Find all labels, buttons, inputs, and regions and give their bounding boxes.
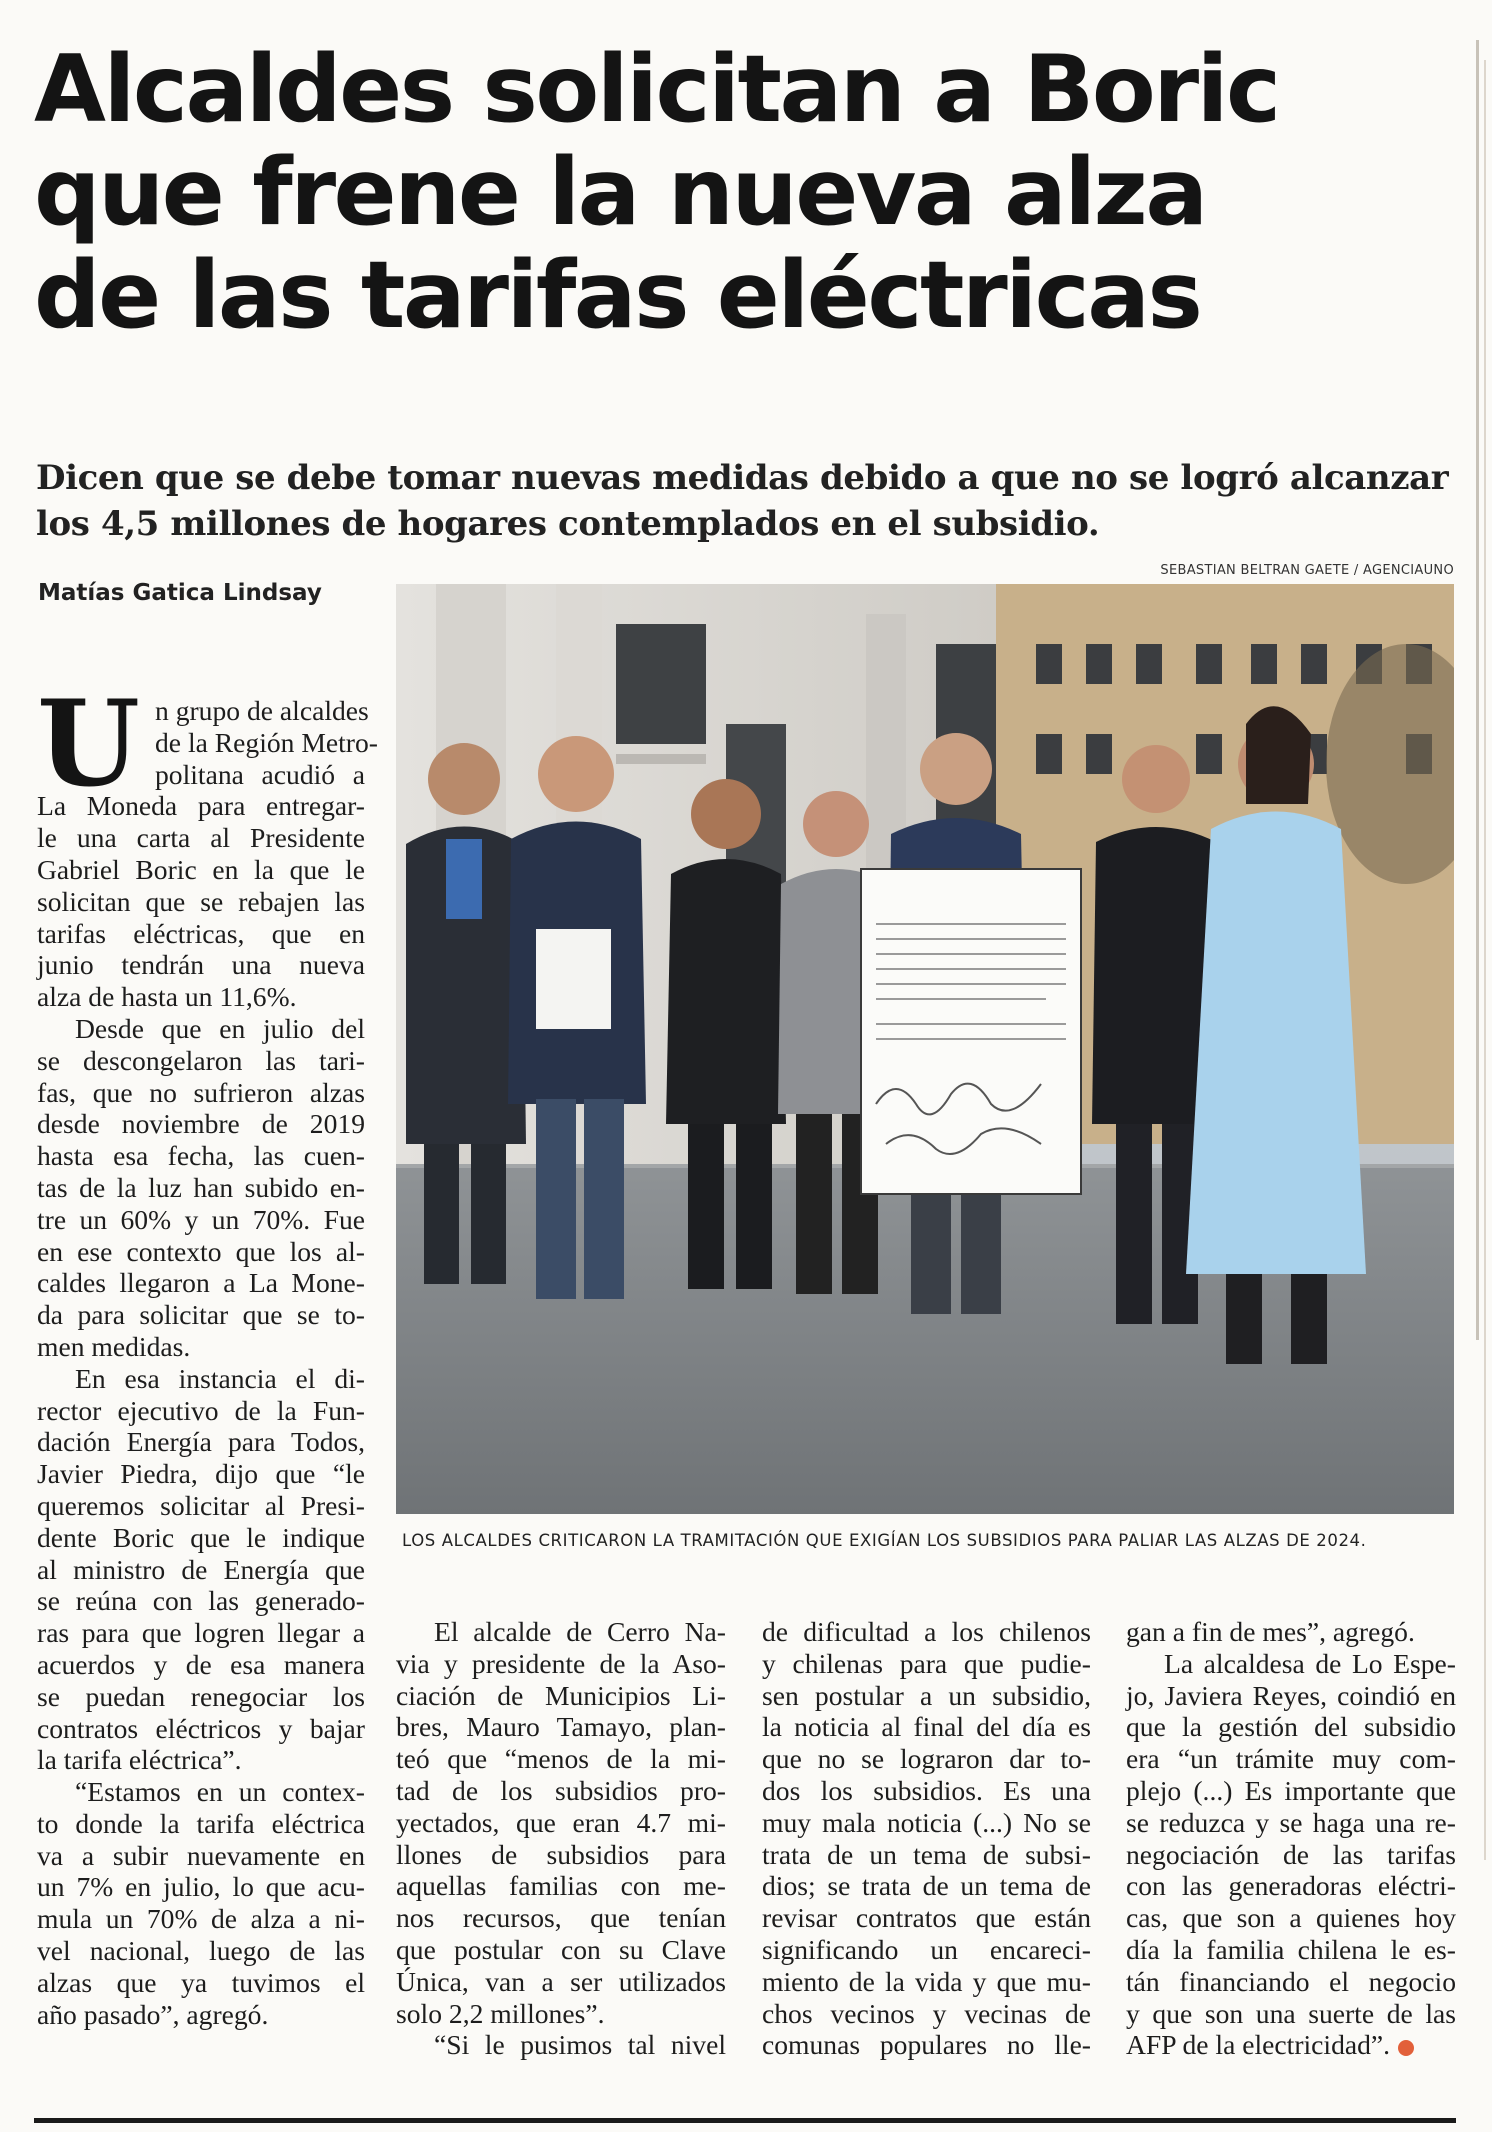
- text-line: año pasado”, agregó.: [37, 1998, 269, 2030]
- text-line: “Estamos en un contex-: [75, 1776, 365, 1808]
- text-line: trata de un tema de subsi-: [762, 1838, 1091, 1870]
- text-line: nos recursos, que tenían: [396, 1902, 726, 1934]
- text-line: se reúna con las generado-: [37, 1585, 365, 1617]
- text-line: desde noviembre de 2019: [37, 1108, 365, 1140]
- text-line: politana acudió a: [155, 758, 365, 790]
- text-line: la tarifa eléctrica”.: [37, 1744, 242, 1776]
- deck-line: los 4,5 millones de hogares contemplados en el subsidio.: [36, 504, 1100, 544]
- text-line: día la familia chilena le es-: [1126, 1933, 1456, 1965]
- text-line: via y presidente de la Aso-: [396, 1647, 726, 1679]
- text-line: tarifas eléctricas, que en: [37, 917, 365, 949]
- text-line: mula un 70% de alza a ni-: [37, 1903, 365, 1935]
- drop-cap: U: [37, 674, 140, 813]
- text-line: y que son una suerte de las: [1126, 1997, 1456, 2029]
- end-of-article-icon: [1398, 2040, 1414, 2056]
- text-line: dente Boric que le indique: [37, 1521, 365, 1553]
- article-column-2: [396, 1616, 726, 2061]
- headline-line: de las tarifas eléctricas: [34, 241, 1201, 349]
- text-line: da para solicitar que se to-: [37, 1299, 365, 1331]
- text-line: solo 2,2 millones”.: [396, 1997, 605, 2029]
- text-line: caldes llegaron a La Mone-: [37, 1267, 365, 1299]
- text-line: se puedan renegociar los: [37, 1680, 365, 1712]
- text-line: era “un trámite muy com-: [1126, 1743, 1456, 1775]
- text-line: comunas populares no lle-: [762, 2029, 1091, 2061]
- article-column-3: [762, 1616, 1091, 2061]
- text-line: en ese contexto que los al-: [37, 1235, 365, 1267]
- text-line: de dificultad a los chilenos: [762, 1616, 1091, 1647]
- text-line: cas, que son a quienes hoy: [1126, 1902, 1456, 1934]
- text-line: junio tendrán una nueva: [37, 949, 365, 981]
- headline-line: que frene la nueva alza: [34, 138, 1206, 246]
- deck-line: Dicen que se debe tomar nuevas medidas debido a que no se logró alcanzar: [36, 458, 1449, 498]
- headline-line: Alcaldes solicitan a Boric: [34, 35, 1279, 143]
- text-line: que la gestión del subsidio: [1126, 1711, 1456, 1743]
- text-line: negociación de las tarifas: [1126, 1838, 1456, 1870]
- text-line: chos vecinos y vecinas de: [762, 1997, 1091, 2029]
- text-line: ciación de Municipios Li-: [396, 1679, 726, 1711]
- news-photo: [396, 584, 1454, 1514]
- text-line: revisar contratos que están: [762, 1902, 1091, 1934]
- text-line: Javier Piedra, dijo que “le: [37, 1458, 365, 1490]
- text-line: Gabriel Boric en la que le: [37, 853, 365, 885]
- text-line: la noticia al final del día es: [762, 1711, 1091, 1743]
- text-line: tre un 60% y un 70%. Fue: [37, 1203, 365, 1235]
- text-line: un 7% en julio, lo que acu-: [37, 1871, 365, 1903]
- bottom-rule: [34, 2118, 1456, 2123]
- text-line: El alcalde de Cerro Na-: [434, 1616, 726, 1647]
- text-line: n grupo de alcaldes: [155, 695, 369, 726]
- text-line: dación Energía para Todos,: [37, 1426, 365, 1458]
- text-line: dios; se trata de un tema de: [762, 1870, 1091, 1902]
- text-line: tad de los subsidios pro-: [396, 1774, 726, 1806]
- text-line: “Si le pusimos tal nivel: [434, 2029, 726, 2061]
- text-line: gan a fin de mes”, agregó.: [1126, 1616, 1415, 1647]
- text-line: sen postular a un subsidio,: [762, 1679, 1091, 1711]
- headline: [34, 35, 1454, 349]
- text-line: men medidas.: [37, 1330, 191, 1362]
- text-line: va a subir nuevamente en: [37, 1839, 365, 1871]
- text-line: bres, Mauro Tamayo, plan-: [396, 1711, 726, 1743]
- text-line: jo, Javiera Reyes, coindió en: [1126, 1679, 1456, 1711]
- text-line-final: [1126, 2029, 1456, 2061]
- text-line: aquellas familias con me-: [396, 1870, 726, 1902]
- text-line: dos los subsidios. Es una: [762, 1774, 1091, 1806]
- text-line: solicitan que se rebajen las: [37, 885, 365, 917]
- text-line: le una carta al Presidente: [37, 822, 365, 854]
- text-line: plejo (...) Es importante que: [1126, 1774, 1456, 1806]
- text-line: y chilenas para que pudie-: [762, 1647, 1091, 1679]
- text-line: de la Región Metro-: [155, 726, 378, 758]
- text-line: hasta esa fecha, las cuen-: [37, 1140, 365, 1172]
- text-line: con las generadoras eléctri-: [1126, 1870, 1456, 1902]
- text-line: ras para que logren llegar a: [37, 1617, 365, 1649]
- text-line: fas, que no sufrieron alzas: [37, 1076, 365, 1108]
- text-line: al ministro de Energía que: [37, 1553, 365, 1585]
- photo-caption: LOS ALCALDES CRITICARON LA TRAMITACIÓN QUE EXIGÍAN LOS SUBSIDIOS PARA PALIAR LAS ALZAS DE 2024.: [402, 1531, 1367, 1550]
- text-line: Desde que en julio del: [75, 1012, 365, 1044]
- text-line: significando un encareci-: [762, 1933, 1091, 1965]
- text-line: miento de la vida y que mu-: [762, 1965, 1091, 1997]
- byline: Matías Gatica Lindsay: [38, 580, 322, 606]
- text-line: to donde la tarifa eléctrica: [37, 1807, 365, 1839]
- page-edge: [1476, 40, 1479, 1340]
- text-line: alzas que ya tuvimos el: [37, 1966, 365, 1998]
- text-line: Única, van a ser utilizados: [396, 1965, 726, 1997]
- text-line: queremos solicitar al Presi-: [37, 1489, 365, 1521]
- text-line: que no se lograron dar to-: [762, 1743, 1091, 1775]
- text-line: La alcaldesa de Lo Espe-: [1164, 1647, 1456, 1679]
- text-line: vel nacional, luego de las: [37, 1935, 365, 1967]
- text-line: tán financiando el negocio: [1126, 1965, 1456, 1997]
- photo-credit: SEBASTIAN BELTRAN GAETE / AGENCIAUNO: [1160, 563, 1454, 578]
- text-line: llones de subsidios para: [396, 1838, 726, 1870]
- text-line: AFP de la electricidad”.: [1126, 2029, 1391, 2061]
- article-column-1: [37, 674, 378, 2030]
- text-line: alza de hasta un 11,6%.: [37, 981, 297, 1013]
- text-line: La Moneda para entregar-: [37, 790, 365, 822]
- text-line: que postular con su Clave: [396, 1933, 726, 1965]
- text-line: muy mala noticia (...) No se: [762, 1806, 1091, 1838]
- text-line: teó que “menos de la mi-: [396, 1743, 726, 1775]
- deck-subheadline: [36, 455, 1456, 547]
- article-column-4: [1126, 1616, 1456, 2061]
- text-line: contratos eléctricos y bajar: [37, 1712, 365, 1744]
- text-line: acuerdos y de esa manera: [37, 1648, 365, 1680]
- page-edge: [1484, 60, 1486, 1860]
- text-line: En esa instancia el di-: [75, 1362, 365, 1394]
- text-line: se reduzca y se haga una re-: [1126, 1806, 1456, 1838]
- text-line: tas de la luz han subido en-: [37, 1171, 365, 1203]
- text-line: rector ejecutivo de la Fun-: [37, 1394, 365, 1426]
- text-line: yectados, que eran 4.7 mi-: [396, 1806, 726, 1838]
- text-line: se descongelaron las tari-: [37, 1044, 365, 1076]
